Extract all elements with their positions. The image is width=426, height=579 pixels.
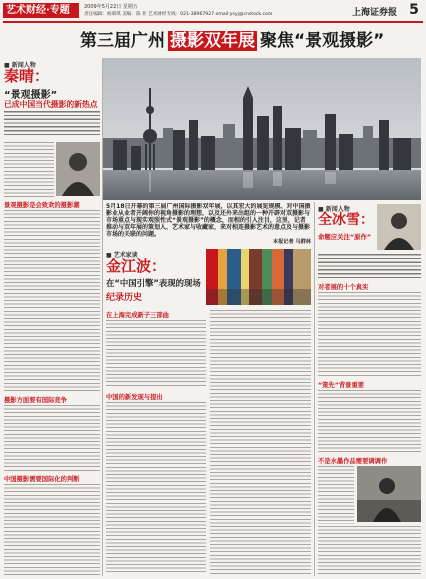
left-body-text-2	[4, 210, 100, 392]
center-body-col1-b	[106, 402, 206, 575]
headline-highlight: 摄影双年展	[170, 31, 255, 51]
bottom-photo-image	[357, 466, 421, 522]
skyline-image	[103, 58, 421, 200]
main-headline	[80, 30, 384, 52]
right-title: 命题应关注“原作”	[318, 233, 372, 241]
left-body-text-4	[4, 484, 100, 575]
left-name: 秦晴：	[4, 67, 50, 85]
issue-date: 2009年5月22日 星期五	[84, 4, 138, 10]
center-title-2: 纪录历史	[106, 293, 143, 303]
portrait-icon	[56, 142, 100, 196]
left-lead-text	[4, 111, 100, 137]
page-number: 5	[409, 2, 419, 18]
quan-bingxue-portrait	[377, 204, 421, 250]
right-subhead-1: 对者展的十个真实	[318, 284, 369, 291]
right-bottom-photo	[357, 466, 421, 522]
left-title-1: “景观摄影”	[4, 90, 58, 101]
right-name: 全冰雪：	[318, 212, 374, 228]
center-title-1: 在“中国引擎”表现的现场	[106, 278, 201, 288]
header-rule	[3, 21, 423, 23]
right-body-text-1	[318, 292, 421, 376]
column-rule-right	[314, 202, 315, 576]
right-kicker: ■ 新闻人物	[318, 206, 350, 213]
right-subhead-2: “策先”背景重要	[318, 382, 365, 389]
center-byline: 本报记者 马群林	[272, 239, 311, 245]
right-lead-text	[318, 254, 421, 278]
right-body-text-4	[318, 526, 421, 575]
left-body-text-1	[4, 142, 54, 197]
headline-part1: 第三届广州	[80, 31, 165, 51]
headline-part2: 聚焦“景观摄影”	[260, 31, 385, 51]
editor-line: 责任编辑：杨慕琪 美编：陈 亚 艺术财经专线：021-38967927 email:ysyj@cnstock.com	[84, 12, 273, 17]
left-subhead-3: 中国摄影需要国际化的判断	[4, 476, 80, 483]
column-rule-left	[102, 58, 103, 576]
center-lead: 5月18日开幕的第三届广州国际摄影双年展，以其宏大的展览规模、对中国摄影业从业者开阔你的视角摄影的理想，以及还外来出组的一种开辟对双摄影与市场重点与现实观照性式“景观摄影”的概念，而相的引人注目，这里，记者推动与双年展的策划人、艺术家与收藏家，来对相连摄影艺术的意点及与摄影市场的关联的问题。	[106, 203, 311, 237]
center-kicker: ■ 艺术家谈	[106, 252, 138, 259]
right-subhead-3: 不是水墨作品需要调调作	[318, 458, 388, 465]
left-subhead-1: 景观摄影是会致欢的摄影潮	[4, 202, 80, 209]
center-body-col1-a	[106, 320, 206, 388]
section-title: 艺术财经·专题	[6, 5, 70, 16]
center-name: 金江波：	[106, 257, 167, 275]
right-body-text-2	[318, 390, 421, 452]
artwork-stripes	[206, 249, 311, 305]
left-title-2: 已成中国当代摄影的新热点	[4, 100, 98, 109]
right-body-text-3	[318, 466, 354, 524]
center-subhead-2: 中国的新发现与提出	[106, 394, 163, 401]
qin-qing-portrait	[56, 142, 100, 196]
artwork-image	[206, 249, 311, 305]
left-kicker: ■ 新闻人物	[4, 62, 36, 69]
newspaper-name: 上海证券报	[352, 8, 398, 18]
left-subhead-2: 摄影方面要有国际竞争	[4, 397, 67, 404]
skyline-photo	[103, 58, 421, 200]
left-body-text-3	[4, 405, 100, 471]
center-body-col2	[210, 310, 311, 575]
center-subhead-1: 在上海完成新子三部曲	[106, 312, 169, 319]
portrait-icon-2	[377, 204, 421, 250]
